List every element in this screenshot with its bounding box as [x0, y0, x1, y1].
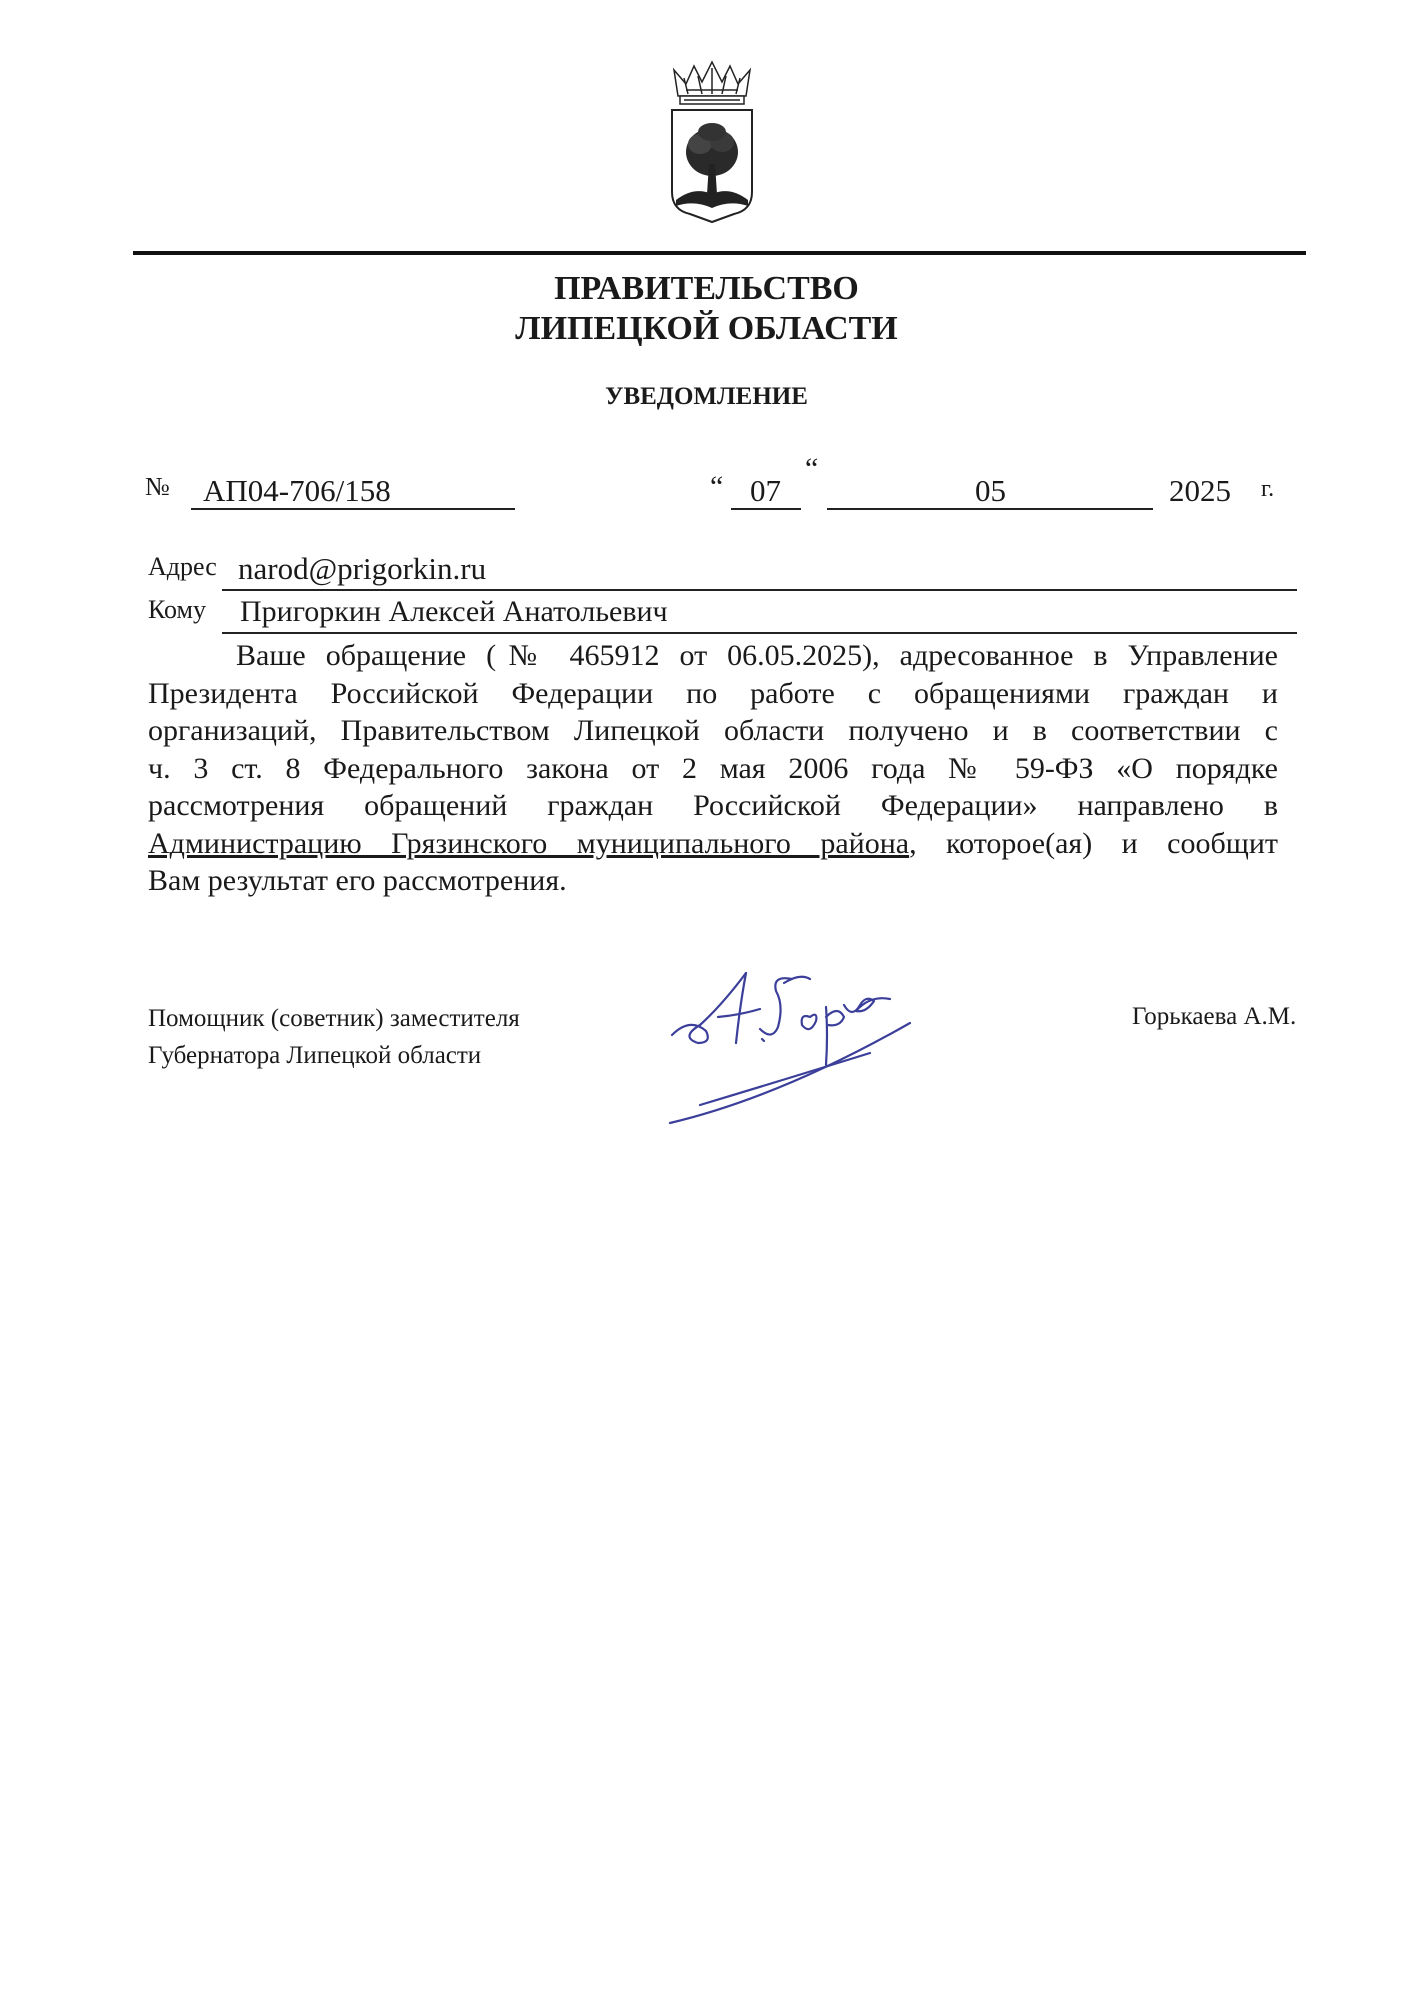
name-underline: [222, 632, 1297, 634]
date-month: 05: [975, 473, 1006, 508]
notification-body: [148, 637, 1278, 900]
body-line-3: организаций, Правительством Липецкой области получено и в соответствии с: [148, 714, 1278, 747]
header-divider: [133, 251, 1306, 255]
date-quote-open: “: [710, 470, 724, 503]
date-year: 2025: [1169, 473, 1231, 508]
document-type: УВЕДОМЛЕНИЕ: [605, 383, 808, 410]
recipient-address: narod@prigorkin.ru: [238, 551, 487, 586]
signatory-position: [148, 1000, 520, 1074]
number-sign: №: [145, 472, 170, 501]
number-underline: [191, 508, 515, 510]
recipient-name: Пригоркин Алексей Анатольевич: [240, 595, 668, 628]
body-line-6-rest: , которое(ая) и сообщит: [909, 826, 1279, 860]
date-quote-close: “: [805, 452, 819, 485]
handwritten-signature: [660, 965, 920, 1130]
position-line-1: Помощник (советник) заместителя: [148, 1005, 520, 1032]
body-line-7: Вам результат его рассмотрения.: [148, 864, 567, 897]
crown-icon: [674, 62, 750, 104]
position-line-2: Губернатора Липецкой области: [148, 1042, 482, 1069]
address-label: Адрес: [148, 552, 217, 581]
body-line-4: ч. 3 ст. 8 Федерального закона от 2 мая 2006 года № 59-ФЗ «О порядке: [148, 751, 1278, 785]
body-line-6: [148, 825, 1278, 863]
year-suffix: г.: [1261, 476, 1275, 502]
org-name-line2: ЛИПЕЦКОЙ ОБЛАСТИ: [515, 310, 898, 347]
to-label: Кому: [148, 595, 207, 624]
coat-of-arms-emblem: [664, 60, 760, 230]
date-day: 07: [750, 473, 781, 508]
signatory-name: Горькаева А.М.: [1132, 1003, 1297, 1030]
day-underline: [731, 508, 801, 510]
body-line-2: Президента Российской Федерации по работе с обращениями граждан и: [148, 676, 1278, 710]
org-name-line1: ПРАВИТЕЛЬСТВО: [554, 270, 859, 307]
addressee-organization: Администрацию Грязинского муниципального района: [148, 826, 910, 860]
month-underline: [827, 508, 1153, 510]
body-line-1: Ваше обращение (№ 465912 от 06.05.2025), адресованное в Управление: [236, 639, 1278, 672]
address-underline: [222, 589, 1297, 591]
body-line-5: рассмотрения обращений граждан Российской Федерации» направлено в: [148, 789, 1278, 822]
shield-icon: [672, 110, 752, 222]
document-number: АП04-706/158: [203, 473, 391, 508]
